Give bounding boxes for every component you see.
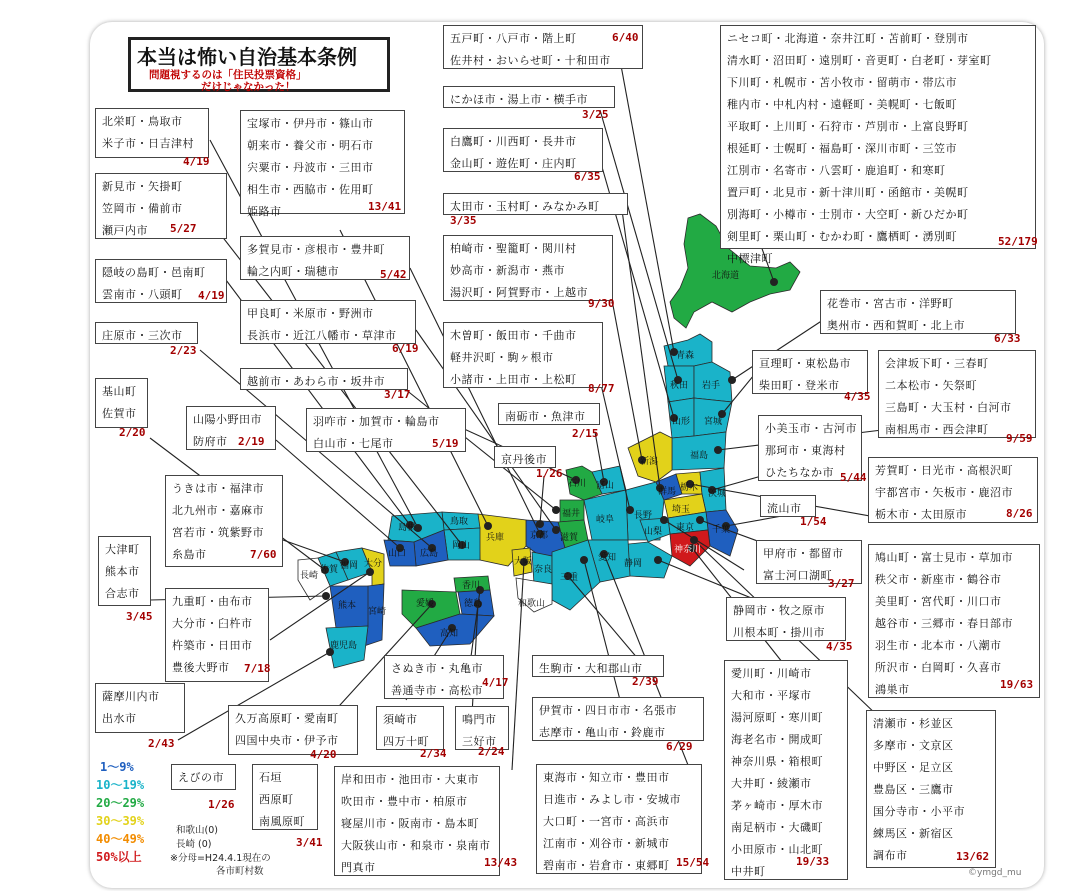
municipality-line: 海老名市・開成町 xyxy=(731,733,823,746)
municipality-line: 中標津町 xyxy=(727,252,773,265)
pref-label-kagawa: 香川 xyxy=(462,581,481,591)
municipality-line: にかほ市・湯上市・横手市 xyxy=(450,93,588,106)
pref-label-miyagi: 宮城 xyxy=(704,417,723,427)
adoption-ratio-kagawa: 4/17 xyxy=(482,676,509,689)
municipality-line: 流山市 xyxy=(767,502,802,515)
municipality-line: 日進市・みよし市・安城市 xyxy=(543,793,681,806)
municipality-line: 白山市・七尾市 xyxy=(313,437,394,450)
adoption-ratio-yamagata: 6/35 xyxy=(574,170,601,183)
municipality-box-kumamoto xyxy=(98,536,151,606)
municipality-line: 妙高市・新潟市・燕市 xyxy=(450,264,565,277)
pref-label-kagoshima: 鹿児島 xyxy=(330,641,358,651)
municipality-line: 茅ヶ崎市・厚木市 xyxy=(731,799,823,812)
municipality-line: 四国中央市・伊予市 xyxy=(235,734,339,747)
municipality-line: 寝屋川市・阪南市・島本町 xyxy=(341,817,479,830)
adoption-ratio-okayama: 5/27 xyxy=(170,222,197,235)
municipality-line: 中井町 xyxy=(731,865,766,878)
pref-label-miyazaki: 宮崎 xyxy=(368,607,387,617)
municipality-line: 宍粟市・丹波市・三田市 xyxy=(247,161,374,174)
adoption-ratio-aichi: 15/54 xyxy=(676,856,710,869)
pref-label-ibaraki: 茨城 xyxy=(708,489,727,499)
municipality-box-miyazaki xyxy=(171,764,236,790)
municipality-line: 柴田町・登米市 xyxy=(759,379,840,392)
municipality-line: 甲良町・米原市・野洲市 xyxy=(247,307,374,320)
pref-label-akita: 秋田 xyxy=(670,381,689,391)
municipality-box-hokkaido xyxy=(720,25,1036,265)
municipality-line: 久万高原町・愛南町 xyxy=(235,712,339,725)
municipality-box-saga xyxy=(95,378,148,428)
municipality-line: 越前市・あわら市・坂井市 xyxy=(247,375,385,388)
adoption-ratio-fukushima: 9/59 xyxy=(1006,432,1033,445)
legend-item-1-9: 1〜9% xyxy=(100,760,134,774)
adoption-ratio-ibaraki: 5/44 xyxy=(840,471,867,484)
municipality-line: 那珂市・東海村 xyxy=(765,444,846,457)
adoption-ratio-shizuoka: 4/35 xyxy=(826,640,853,653)
municipality-line: 五戸町・八戸市・階上町 xyxy=(450,32,577,45)
municipality-line: 置戸町・北見市・新十津川町・函館市・美幌町 xyxy=(727,186,969,199)
adoption-ratio-hokkaido: 52/179 xyxy=(998,235,1038,248)
municipality-line: 大口町・一宮市・高浜市 xyxy=(543,815,670,828)
municipality-line: 大井町・綾瀬市 xyxy=(731,777,812,790)
municipality-line: 大津町 xyxy=(105,543,140,556)
adoption-ratio-saga: 2/20 xyxy=(119,426,146,439)
municipality-line: 姫路市 xyxy=(247,205,282,218)
adoption-ratio-okinawa: 3/41 xyxy=(296,836,323,849)
credit: ©ymgd_mu xyxy=(968,868,1022,878)
adoption-ratio-miyagi: 4/35 xyxy=(844,390,871,403)
pref-label-saga: 佐賀 xyxy=(320,565,339,575)
pref-label-shiga: 滋賀 xyxy=(560,533,579,543)
pref-label-aomori: 青森 xyxy=(676,351,695,361)
municipality-box-niigata xyxy=(443,235,613,301)
municipality-line: 善通寺市・高松市 xyxy=(391,684,483,697)
municipality-line: 朝来市・養父市・明石市 xyxy=(247,139,374,152)
municipality-line: 南砺市・魚津市 xyxy=(505,410,586,423)
adoption-ratio-shiga2: 6/19 xyxy=(392,342,419,355)
adoption-ratio-fukuoka: 7/60 xyxy=(250,548,277,561)
municipality-line: 中野区・足立区 xyxy=(873,761,954,774)
adoption-ratio-miyazaki: 1/26 xyxy=(208,798,235,811)
municipality-line: 三好市 xyxy=(462,735,497,748)
municipality-line: 笠岡市・備前市 xyxy=(102,202,183,215)
municipality-line: 南足柄市・大磯町 xyxy=(731,821,823,834)
municipality-line: 根延町・士幌町・福島町・深川市町・三笠市 xyxy=(727,142,957,155)
municipality-line: 四万十町 xyxy=(383,735,429,748)
municipality-line: 多賀見市・彦根市・豊井町 xyxy=(247,243,385,256)
pref-label-tochigi: 栃木 xyxy=(680,483,699,493)
municipality-line: 鴻巣市 xyxy=(875,683,910,696)
municipality-line: 木曽町・飯田市・千曲市 xyxy=(450,329,577,342)
pref-label-kyoto: 京都 xyxy=(530,531,549,541)
municipality-line: 佐賀市 xyxy=(102,407,137,420)
municipality-line: ひたちなか市 xyxy=(765,466,834,479)
adoption-ratio-kochi: 2/34 xyxy=(420,747,447,760)
municipality-box-akita xyxy=(443,86,615,108)
pref-label-toyama: 富山 xyxy=(596,481,615,491)
pref-label-hyogo: 兵庫 xyxy=(486,533,505,543)
municipality-line: 静岡市・牧之原市 xyxy=(733,604,825,617)
municipality-line: 佐井村・おいらせ町・十和田市 xyxy=(450,54,611,67)
pref-label-aichi: 愛知 xyxy=(598,553,617,563)
municipality-box-shizuoka xyxy=(726,597,846,641)
municipality-line: 米子市・日吉津村 xyxy=(102,137,194,150)
pref-label-nagasaki: 長崎 xyxy=(300,571,319,581)
page-title: 本当は怖い自治基本条例 xyxy=(137,45,357,69)
municipality-box-saitama xyxy=(868,544,1040,698)
municipality-line: 宇都宮市・矢板市・鹿沼市 xyxy=(875,486,1013,499)
municipality-line: 庄原市・三次市 xyxy=(102,329,183,342)
legend-item-40-49: 40〜49% xyxy=(96,832,145,846)
pref-label-kochi: 高知 xyxy=(440,629,459,639)
adoption-ratio-nagano: 8/77 xyxy=(588,382,615,395)
municipality-line: 平取町・上川町・石狩市・芦別市・上富良野町 xyxy=(727,120,969,133)
municipality-line: 江別市・名寄市・八雲町・鹿追町・和寒町 xyxy=(727,164,946,177)
adoption-ratio-ishikawa: 5/19 xyxy=(432,437,459,450)
municipality-line: 羽咋市・加賀市・輪島市 xyxy=(313,415,440,428)
adoption-ratio-toyama: 2/15 xyxy=(572,427,599,440)
municipality-line: 豊後大野市 xyxy=(172,661,230,674)
municipality-line: 南風原町 xyxy=(259,815,305,828)
municipality-box-kanagawa xyxy=(724,660,848,880)
pref-label-niigata: 新潟 xyxy=(640,457,659,467)
adoption-ratio-saitama: 19/63 xyxy=(1000,678,1034,691)
municipality-line: 合志市 xyxy=(105,587,140,600)
municipality-line: 門真市 xyxy=(341,861,376,874)
municipality-line: 新見市・矢掛町 xyxy=(102,180,183,193)
municipality-line: 北九州市・嘉麻市 xyxy=(172,504,264,517)
municipality-line: 愛川町・川崎市 xyxy=(731,667,812,680)
municipality-line: 柏崎市・聖籠町・関川村 xyxy=(450,242,577,255)
adoption-ratio-kanagawa: 19/33 xyxy=(796,855,830,868)
municipality-line: 碧南市・岩倉市・東郷町 xyxy=(543,859,670,872)
pref-label-oita: 大分 xyxy=(364,559,383,569)
municipality-line: 鳩山町・富士見市・草加市 xyxy=(875,551,1013,564)
legend-item-20-29: 20〜29% xyxy=(96,796,145,810)
municipality-line: 瀬戸内市 xyxy=(102,224,148,237)
adoption-ratio-yamaguchi: 2/19 xyxy=(238,435,265,448)
municipality-line: 三島町・大玉村・白河市 xyxy=(885,401,1012,414)
municipality-line: 国分寺市・小平市 xyxy=(873,805,965,818)
municipality-box-nara xyxy=(532,655,664,677)
municipality-box-tokushima xyxy=(455,706,509,750)
municipality-line: 甲府市・都留市 xyxy=(763,547,844,560)
adoption-ratio-tokushima: 2/24 xyxy=(478,745,505,758)
adoption-ratio-tottori: 4/19 xyxy=(183,155,210,168)
pref-label-gunma: 群馬 xyxy=(658,487,677,497)
municipality-line: 岸和田市・池田市・大東市 xyxy=(341,773,479,786)
municipality-box-kagoshima xyxy=(95,683,185,733)
pref-label-ishikawa: 石川 xyxy=(568,479,587,489)
municipality-line: 二本松市・矢祭町 xyxy=(885,379,977,392)
municipality-line: 芳賀町・日光市・高根沢町 xyxy=(875,464,1013,477)
municipality-line: 西原町 xyxy=(259,793,294,806)
note-municipalities: 各市町村数 xyxy=(216,866,264,877)
pref-label-kumamoto: 熊本 xyxy=(338,601,357,611)
municipality-line: 下川町・札幌市・苫小牧市・留萌市・帯広市 xyxy=(727,76,957,89)
municipality-line: 清水町・沼田町・遠別町・音更町・白老町・芽室町 xyxy=(727,54,992,67)
municipality-box-kyoto xyxy=(494,446,556,468)
municipality-box-tottori xyxy=(95,108,209,158)
municipality-line: 基山町 xyxy=(102,385,137,398)
adoption-ratio-osaka: 13/43 xyxy=(484,856,518,869)
municipality-line: 金山町・遊佐町・庄内町 xyxy=(450,157,577,170)
municipality-line: 宮若市・筑紫野市 xyxy=(172,526,264,539)
municipality-line: 多摩市・文京区 xyxy=(873,739,954,752)
municipality-line: 大分市・臼杵市 xyxy=(172,617,253,630)
pref-label-tottori: 鳥取 xyxy=(450,517,469,527)
municipality-line: 糸島市 xyxy=(172,548,207,561)
pref-label-yamagata: 山形 xyxy=(672,417,691,427)
title-subtitle-2: だけじゃなかった！ xyxy=(201,81,296,93)
municipality-line: 雲南市・八頭町 xyxy=(102,288,183,301)
municipality-line: 九重町・由布市 xyxy=(172,595,253,608)
title-subtitle-1: 問題視するのは「住民投票資格」 xyxy=(149,69,307,81)
municipality-line: 川根本町・掛川市 xyxy=(733,626,825,639)
pref-label-hokkaido: 北海道 xyxy=(712,271,740,281)
adoption-ratio-kagoshima: 2/43 xyxy=(148,737,175,750)
municipality-box-hyogo xyxy=(240,110,405,218)
pref-label-fukushima: 福島 xyxy=(690,451,709,461)
municipality-line: ニセコ町・北海道・奈井江町・苫前町・登別市 xyxy=(727,32,969,45)
adoption-ratio-tokyo: 13/62 xyxy=(956,850,990,863)
municipality-line: 小美玉市・古河市 xyxy=(765,422,857,435)
adoption-ratio-niigata: 9/30 xyxy=(588,297,615,310)
municipality-line: 湯沢町・阿賀野市・上越市 xyxy=(450,286,588,299)
pref-label-osaka: 大阪 xyxy=(514,557,533,567)
municipality-line: 北栄町・鳥取市 xyxy=(102,115,183,128)
note-nagasaki: 長崎 (0) xyxy=(176,839,212,850)
municipality-line: 小諸市・上田市・上松町 xyxy=(450,373,577,386)
pref-label-tokyo: 東京 xyxy=(676,523,695,533)
municipality-box-nagano xyxy=(443,322,603,388)
legend-item-50-plus: 50%以上 xyxy=(96,850,142,864)
adoption-ratio-hiroshima: 2/23 xyxy=(170,344,197,357)
municipality-line: 太田市・玉村町・みなかみ町 xyxy=(450,200,600,213)
municipality-line: さぬき市・丸亀市 xyxy=(391,662,483,675)
municipality-line: 練馬区・新宿区 xyxy=(873,827,954,840)
municipality-line: 伊賀市・四日市市・名張市 xyxy=(539,704,677,717)
adoption-ratio-yamanashi: 3/27 xyxy=(828,577,855,590)
municipality-line: 軽井沢町・駒ヶ根市 xyxy=(450,351,554,364)
municipality-line: うきは市・福津市 xyxy=(172,482,264,495)
pref-label-yamanashi: 山梨 xyxy=(644,527,663,537)
legend-item-30-39: 30〜39% xyxy=(96,814,145,828)
municipality-line: えびの市 xyxy=(178,771,224,784)
adoption-ratio-shimane: 4/19 xyxy=(198,289,225,302)
adoption-ratio-ehime: 4/20 xyxy=(310,748,337,761)
municipality-line: 清瀬市・杉並区 xyxy=(873,717,954,730)
municipality-line: 隠岐の島町・邑南町 xyxy=(102,266,206,279)
municipality-line: 防府市 xyxy=(193,435,228,448)
adoption-ratio-tochigi: 8/26 xyxy=(1006,507,1033,520)
municipality-box-osaka xyxy=(334,766,500,876)
adoption-ratio-oita: 7/18 xyxy=(244,662,271,675)
municipality-line: 須崎市 xyxy=(383,713,418,726)
municipality-box-chiba xyxy=(760,495,816,517)
municipality-box-mie xyxy=(532,697,704,741)
municipality-box-fukushima xyxy=(878,350,1036,438)
pref-label-chiba: 千葉 xyxy=(712,525,731,535)
municipality-box-okinawa xyxy=(252,764,318,830)
pref-label-okayama: 岡山 xyxy=(452,541,471,551)
municipality-box-shiga2 xyxy=(240,300,416,344)
pref-label-nagano: 長野 xyxy=(634,511,653,521)
municipality-box-kochi xyxy=(376,706,444,750)
pref-label-ehime: 愛媛 xyxy=(416,599,435,609)
municipality-line: 所沢市・白岡町・久喜市 xyxy=(875,661,1002,674)
municipality-line: 富士河口湖町 xyxy=(763,569,832,582)
municipality-line: 神奈川県・箱根町 xyxy=(731,755,823,768)
pref-label-kanagawa: 神奈川 xyxy=(674,545,702,555)
municipality-line: 稚内市・中札内村・遠軽町・美幌町・七飯町 xyxy=(727,98,957,111)
municipality-line: 長浜市・近江八幡市・草津市 xyxy=(247,329,397,342)
municipality-line: 栃木市・太田原市 xyxy=(875,508,967,521)
municipality-line: 大和市・平塚市 xyxy=(731,689,812,702)
municipality-line: 石垣 xyxy=(259,771,282,784)
municipality-line: 南相馬市・西会津町 xyxy=(885,423,989,436)
adoption-ratio-nara: 2/39 xyxy=(632,675,659,688)
municipality-line: 美里町・宮代町・川口市 xyxy=(875,595,1002,608)
municipality-line: 亘理町・東松島市 xyxy=(759,357,851,370)
municipality-line: 京丹後市 xyxy=(501,453,547,466)
municipality-box-toyama xyxy=(498,403,600,425)
adoption-ratio-mie: 6/29 xyxy=(666,740,693,753)
municipality-box-gunma xyxy=(443,193,628,215)
pref-label-shizuoka: 静岡 xyxy=(624,559,643,569)
municipality-line: 白鷹町・川西町・長井市 xyxy=(450,135,577,148)
pref-label-hiroshima: 広島 xyxy=(420,549,439,559)
pref-label-wakayama: 和歌山 xyxy=(518,599,546,609)
municipality-line: 秩父市・新座市・鶴谷市 xyxy=(875,573,1002,586)
municipality-line: 越谷市・三郷市・春日部市 xyxy=(875,617,1013,630)
pref-label-saitama: 埼玉 xyxy=(672,505,691,515)
municipality-line: 東海市・知立市・豊田市 xyxy=(543,771,670,784)
pref-label-fukui: 福井 xyxy=(562,509,581,519)
note-denominator: ※分母=H24.4.1現在の xyxy=(170,853,271,864)
municipality-line: 吹田市・豊中市・柏原市 xyxy=(341,795,468,808)
municipality-box-miyagi xyxy=(752,350,868,394)
municipality-line: 山陽小野田市 xyxy=(193,413,262,426)
pref-label-mie: 三重 xyxy=(560,573,579,583)
municipality-box-ehime xyxy=(228,705,358,755)
municipality-line: 出水市 xyxy=(102,712,137,725)
municipality-line: 羽生市・北本市・八潮市 xyxy=(875,639,1002,652)
municipality-line: 薩摩川内市 xyxy=(102,690,160,703)
pref-label-gifu: 岐阜 xyxy=(596,515,615,525)
municipality-line: 大阪狭山市・和泉市・泉南市 xyxy=(341,839,491,852)
municipality-line: 相生市・西脇市・佐用町 xyxy=(247,183,374,196)
municipality-box-iwate xyxy=(820,290,1016,334)
municipality-box-hiroshima xyxy=(95,322,198,344)
municipality-line: 会津坂下町・三春町 xyxy=(885,357,989,370)
municipality-box-tokyo xyxy=(866,710,996,868)
adoption-ratio-iwate: 6/33 xyxy=(994,332,1021,345)
municipality-line: 豊島区・三鷹市 xyxy=(873,783,954,796)
pref-label-iwate: 岩手 xyxy=(702,381,721,391)
municipality-line: 湯河原町・寒川町 xyxy=(731,711,823,724)
municipality-line: 花巻市・宮古市・洋野町 xyxy=(827,297,954,310)
adoption-ratio-chiba: 1/54 xyxy=(800,515,827,528)
municipality-line: 奥州市・西和賀町・北上市 xyxy=(827,319,965,332)
municipality-line: 小田原市・山北町 xyxy=(731,843,823,856)
adoption-ratio-fukui: 3/17 xyxy=(384,388,411,401)
adoption-ratio-hyogo: 13/41 xyxy=(368,200,402,213)
pref-label-yamaguchi: 山口 xyxy=(388,549,407,559)
note-wakayama: 和歌山(0) xyxy=(176,825,218,836)
adoption-ratio-gunma: 3/35 xyxy=(450,214,477,227)
legend-item-10-19: 10〜19% xyxy=(96,778,145,792)
municipality-line: 熊本市 xyxy=(105,565,140,578)
municipality-line: 輪之内町・瑞穂市 xyxy=(247,265,339,278)
municipality-line: 剣里町・栗山町・むかわ町・鷹栖町・湧別町 xyxy=(727,230,957,243)
municipality-line: 鳴門市 xyxy=(462,713,497,726)
municipality-line: 江南市・刈谷市・新城市 xyxy=(543,837,670,850)
municipality-box-fukui xyxy=(240,368,408,390)
municipality-line: 生駒市・大和郡山市 xyxy=(539,662,643,675)
adoption-ratio-shiga: 5/42 xyxy=(380,268,407,281)
adoption-ratio-kyoto: 1/26 xyxy=(536,467,563,480)
pref-label-tokushima: 徳島 xyxy=(464,599,483,609)
municipality-line: 志摩市・亀山市・鈴鹿市 xyxy=(539,726,666,739)
adoption-ratio-kumamoto: 3/45 xyxy=(126,610,153,623)
pref-label-nara: 奈良 xyxy=(534,565,553,575)
adoption-ratio-akita: 3/25 xyxy=(582,108,609,121)
adoption-ratio-aomori: 6/40 xyxy=(612,31,639,44)
pref-label-fukuoka: 福岡 xyxy=(340,561,359,571)
municipality-box-okayama xyxy=(95,173,227,239)
pref-label-shimane: 島根 xyxy=(398,523,417,533)
municipality-line: 宝塚市・伊丹市・篠山市 xyxy=(247,117,374,130)
municipality-line: 別海町・小樽市・士別市・大空町・新ひだか町 xyxy=(727,208,969,221)
municipality-box-yamagata xyxy=(443,128,603,172)
municipality-line: 杵築市・日田市 xyxy=(172,639,253,652)
municipality-line: 調布市 xyxy=(873,849,908,862)
